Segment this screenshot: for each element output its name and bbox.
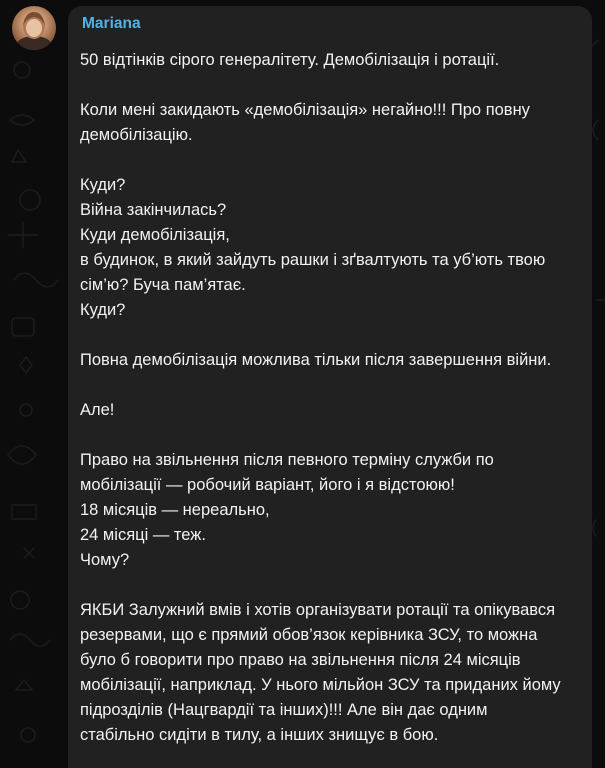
message-line: в будинок, в який зайдуть рашки і зґвалтують та уб’ють твою [80,251,546,269]
message-line [80,573,580,598]
message-line: ЯКБИ Залужний вмів і хотів організувати ротації та опікувався [80,601,556,619]
message-line: Куди демобілізація, [80,226,230,244]
message-line: було б говорити про право на звільнення після 24 місяців [80,651,521,669]
message-line: Коли мені закидають «демобілізація» негайно!!! Про повну [80,101,530,119]
avatar[interactable] [12,6,56,50]
message-line: мобілізації, наприклад. У нього мільйон ЗСУ та приданих йому [80,676,561,694]
message-text [80,48,580,748]
message-line: підрозділів (Нацгвардії та інших)!!! Але він дає одним [80,701,488,719]
message-line: стабільно сидіти в тилу, а інших знищує в бою. [80,726,439,744]
avatar-image [12,6,56,50]
message-line: 18 місяців — нереально, [80,501,270,519]
message-line: 24 місяці — теж. [80,526,206,544]
message-line: Чому? [80,551,130,569]
message-bubble [68,6,592,768]
message-line: 50 відтінків сірого генералітету. Демобілізація і ротації. [80,51,500,69]
message-line: Але! [80,401,115,419]
message-line [80,73,580,98]
message-line [80,148,580,173]
message-line [80,423,580,448]
message-line: Повна демобілізація можлива тільки після завершення війни. [80,351,552,369]
message-author[interactable]: Mariana [82,15,141,32]
message-line: Куди? [80,301,126,319]
message-line: Право на звільнення після певного терміну служби по [80,451,494,469]
message-line: мобілізації — робочий варіант, його і я відстоюю! [80,476,455,494]
message-line: сім’ю? Буча пам’ятає. [80,276,246,294]
message-line: Куди? [80,176,126,194]
message-line: демобілізацію. [80,126,193,144]
message-line: Війна закінчилась? [80,201,227,219]
message-line: резервами, що є прямий обов’язок керівника ЗСУ, то можна [80,626,538,644]
message-line [80,373,580,398]
message-line [80,323,580,348]
